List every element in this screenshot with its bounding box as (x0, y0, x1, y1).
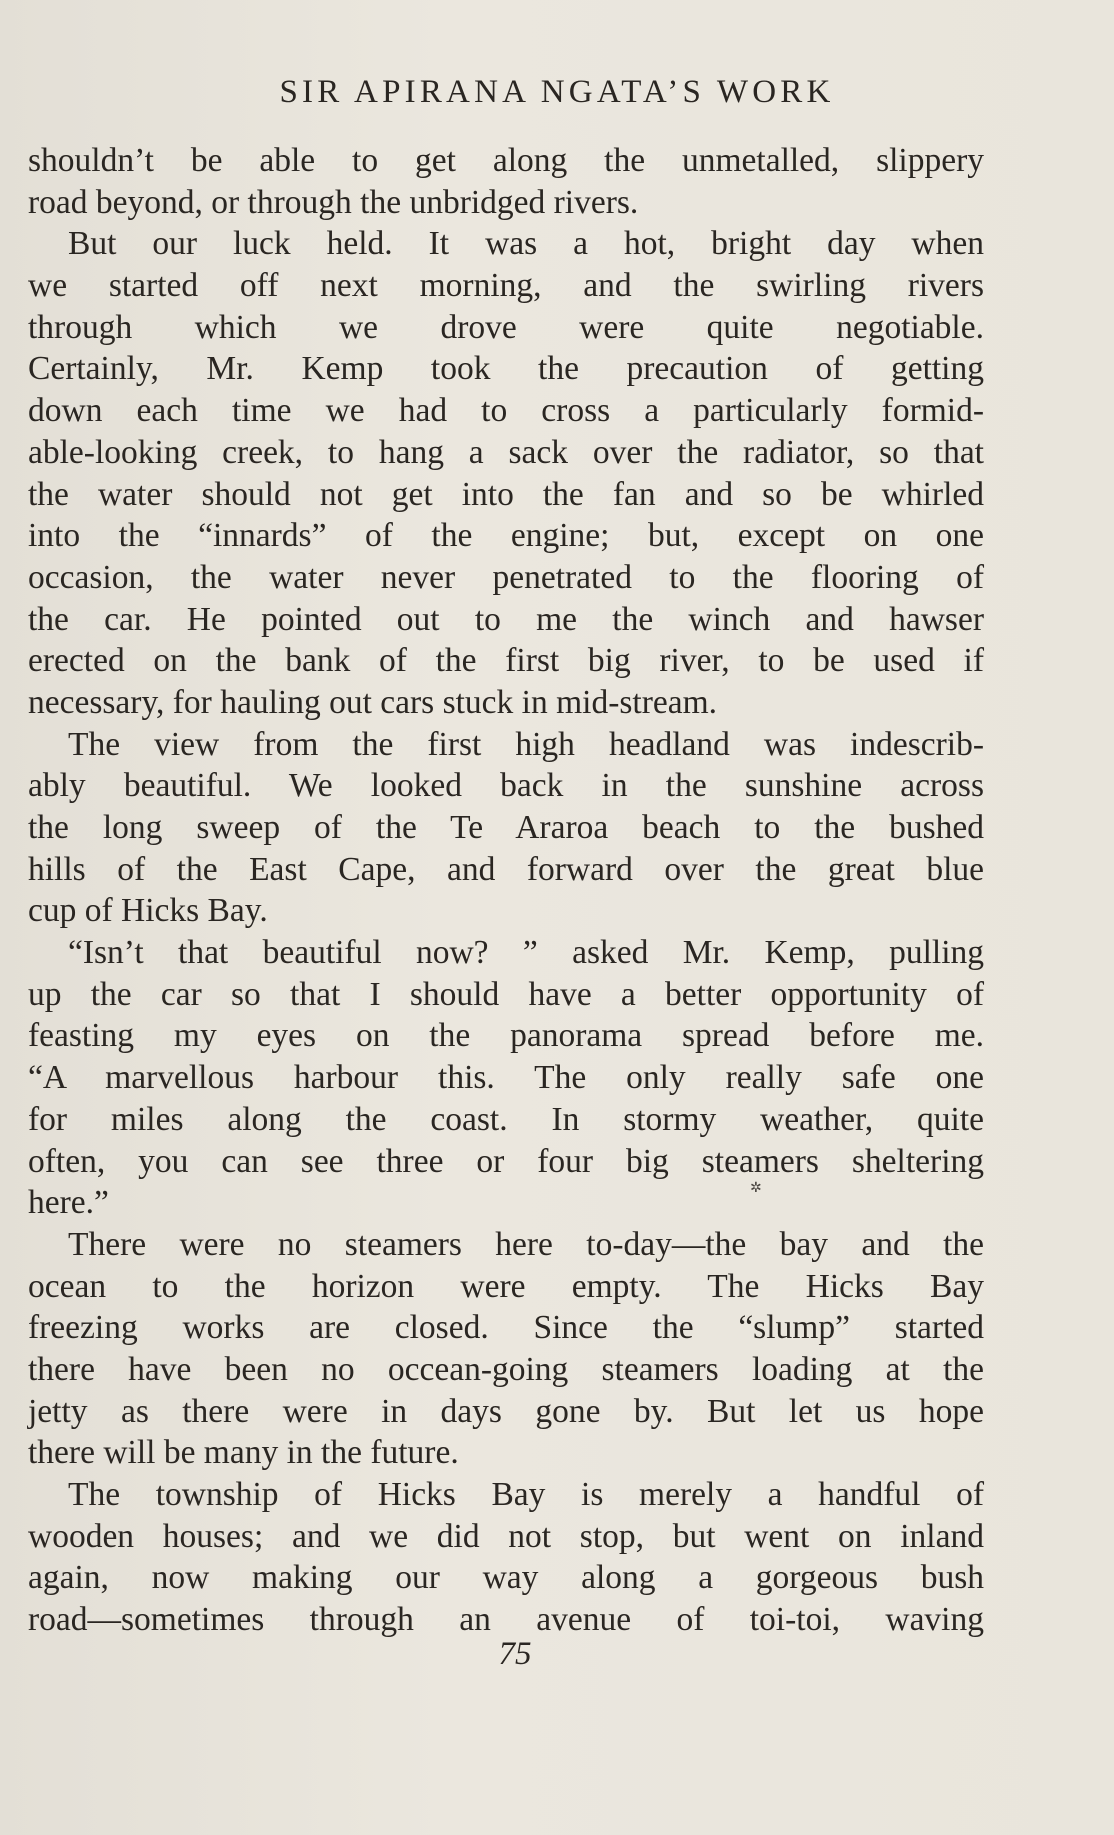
text-line: road—sometimes through an avenue of toi-toi, waving (28, 1601, 984, 1639)
text-line: feasting my eyes on the panorama spread before me. (28, 1017, 984, 1055)
text-line: wooden houses; and we did not stop, but went on inland (28, 1517, 984, 1555)
text-line: here.” (28, 1184, 109, 1222)
text-line: occasion, the water never penetrated to the flooring of (28, 558, 984, 596)
ink-mark: ✲ (750, 1180, 762, 1196)
text-line: The township of Hicks Bay is merely a handful of (68, 1476, 984, 1513)
page-number: 75 (498, 1636, 532, 1672)
text-line: into the “innards” of the engine; but, except on one (28, 517, 984, 555)
text-line: we started off next morning, and the swirling rivers (28, 267, 984, 305)
text-line: the water should not get into the fan and so be whirled (28, 475, 984, 513)
text-line: freezing works are closed. Since the “slump” started (28, 1309, 984, 1347)
text-line: the car. He pointed out to me the winch and hawser (28, 600, 984, 638)
text-line: ably beautiful. We looked back in the sunshine across (28, 767, 984, 805)
text-line: necessary, for hauling out cars stuck in mid-stream. (28, 683, 718, 721)
text-line: down each time we had to cross a particularly formid- (28, 392, 984, 430)
text-line: There were no steamers here to-day—the bay and the (68, 1225, 984, 1263)
text-line: up the car so that I should have a better opportunity of (28, 975, 984, 1013)
text-line: “A marvellous harbour this. The only really safe one (28, 1059, 984, 1097)
text-line: the long sweep of the Te Araroa beach to the bushed (28, 809, 984, 846)
text-line: there will be many in the future. (28, 1434, 459, 1472)
text-line: jetty as there were in days gone by. But let us hope (28, 1392, 984, 1430)
text-line: through which we drove were quite negotiable. (28, 308, 984, 346)
text-line: shouldn’t be able to get along the unmetalled, slippery (28, 142, 984, 179)
body-text (28, 140, 984, 1641)
text-line: “Isn’t that beautiful now? ” asked Mr. Kemp, pulling (68, 934, 984, 972)
text-line: hills of the East Cape, and forward over the great blue (28, 850, 984, 888)
text-line: often, you can see three or four big steamers sheltering (28, 1142, 984, 1180)
text-line: ocean to the horizon were empty. The Hicks Bay (28, 1267, 984, 1305)
running-head: SIR APIRANA NGATA’S WORK (279, 74, 835, 110)
text-line: erected on the bank of the first big river, to be used if (28, 642, 984, 680)
text-line: The view from the first high headland was indescrib- (68, 725, 984, 763)
text-line: cup of Hicks Bay. (28, 892, 268, 930)
text-line: for miles along the coast. In stormy weather, quite (28, 1100, 984, 1138)
text-line: Certainly, Mr. Kemp took the precaution of getting (28, 350, 984, 388)
text-line: road beyond, or through the unbridged rivers. (28, 183, 639, 221)
text-line: again, now making our way along a gorgeous bush (28, 1559, 984, 1597)
text-line: there have been no occean-going steamers loading at the (28, 1350, 984, 1388)
text-line: But our luck held. It was a hot, bright day when (68, 225, 984, 263)
text-line: able-looking creek, to hang a sack over the radiator, so that (28, 433, 984, 471)
